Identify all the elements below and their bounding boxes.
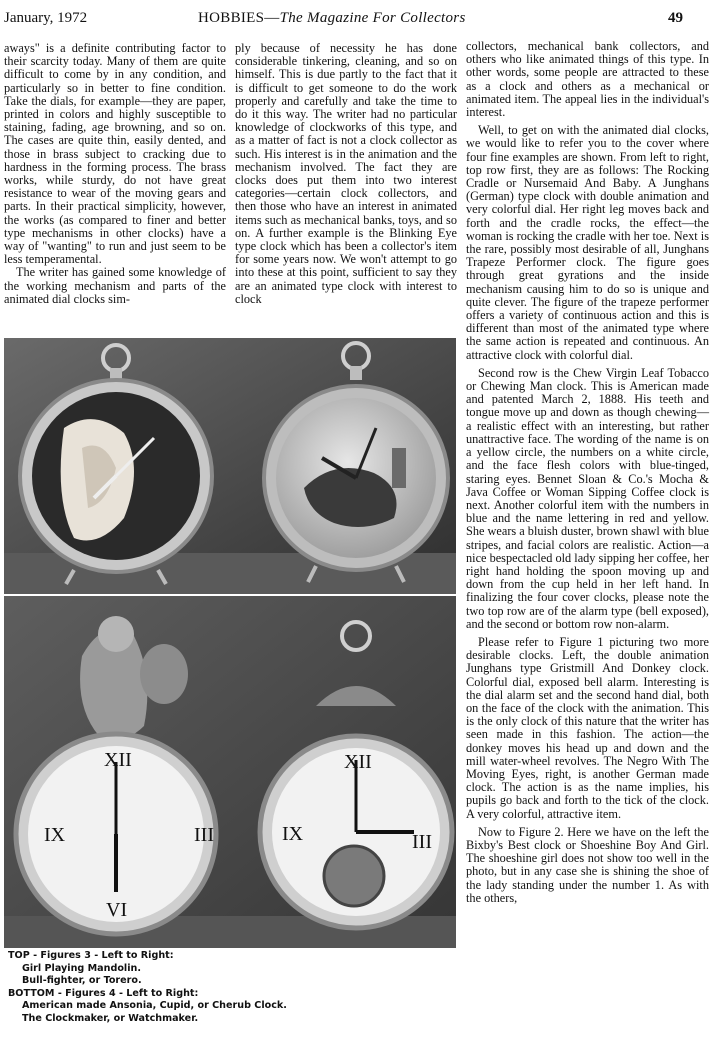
magazine-subtitle: The Magazine For Collectors <box>279 10 466 26</box>
page-header <box>0 8 714 30</box>
svg-text:IX: IX <box>282 823 304 845</box>
paragraph: Well, to get on with the animated dial clocks, we would like to refer you to the cover where four fine examples are shown. From left to right, top row first, they are as follows: The Rocking Cradle or Nursemaid And Baby. A Junghans (German) type clock with double animation and very colorful dial. Her right leg moves back and forth and the cradle rocks, the effect—the woman is rocking the cradle with her toe. Next is the rare, possibly most desirable of all, Junghans Trapeze Performer clock. The figure goes through great gyrations and the inside mechanism causing him to do so is unique and quite clever. The figure of the trapeze performer offers a variety of continuous action and this is different than most of the animated type where the same action is repeated and continuous. An attractive clock with colorful dial. <box>466 123 709 362</box>
caption-top-item: Girl Playing Mandolin. <box>22 962 141 974</box>
svg-text:IX: IX <box>44 824 66 846</box>
figure-caption <box>8 950 458 1026</box>
clock-photo-icon <box>4 596 456 948</box>
issue-date: January, 1972 <box>4 10 88 26</box>
caption-top-item: Bull-fighter, or Torero. <box>22 975 142 987</box>
paragraph: The writer has gained some knowledge of the working mechanism and parts of the animated dial clocks sim- <box>4 265 226 306</box>
svg-text:III: III <box>194 824 214 846</box>
paragraph: aways" is a definite contributing factor to their scarcity today. Many of them are quite difficult to come by in any condition, and particularly so in better to fine condition. Take the dials, for example—they are paper, printed in colors and highly susceptible to staining, fading, age browning, and so on. The cases are quite thin, easily dented, and those in brass subject to cracking due to hardness in the forming process. The brass works, while sturdy, do not have great resistance to wear of the moving gears and parts. In their practical simplicity, however, the works (as compared to finer and better type mechanisms in other clocks) have a way of "wanting" to run and just seem to be less temperamental. <box>4 41 226 267</box>
caption-bottom-heading: BOTTOM - Figures 4 - Left to Right: <box>8 987 199 999</box>
magazine-title <box>198 10 466 27</box>
clock-photo-icon <box>4 338 456 594</box>
paragraph: Second row is the Chew Virgin Leaf Tobacco or Chewing Man clock. This is American made and patented March 2, 1888. His teeth and tongue move up and down as though chewing—a realistic effect with an interesting, but rather unattractive face. The wording of the name is on a yellow circle, the numbers on a white circle, and the face flesh colors with blue-tinged, staring eyes. Bennet Sloan & Co.'s Mocha & Java Coffee or Woman Sipping Coffee clock is next. Another colorful item with the numbers in blue and the name lettering in red and yellow. She wears a bluish duster, brown shawl with blue stripes, and facial colors are realistic. Action—a nice bespectacled old lady sipping her coffee, her right hand holding the spoon moving up and down from the cup held in her left hand. In finalizing the four cover clocks, please note the two top row are of the alarm type (bell exposed), and the second or bottom row non-alarm. <box>466 365 710 631</box>
photo-figure-3 <box>4 338 456 594</box>
caption-bottom-item: The Clockmaker, or Watchmaker. <box>22 1012 199 1024</box>
paragraph: ply because of necessity he has done considerable tinkering, cleaning, and so on himself. This is due partly to the fact that it is difficult to get someone to do the work properly and carefully and take the time to do it this way. The writer had no particular knowledge of clockworks of this type, and as a matter of fact is not a clock collector as such. His interest is in the animation and the mechanism involved. The fact they are clocks does put them into two interest categories—certain clock collectors, and then those who have an interest in animated items such as mechanical banks, toys, and so on. A further example is the Blinking Eye type clock which has been a collector's item for some years now. We won't attempt to go into these at this point, sufficient to say they are an animated type clock with interest to clock <box>235 41 457 306</box>
paragraph: Now to Figure 2. Here we have on the left the Bixby's Best clock or Shoeshine Boy And Girl. The shoeshine girl does not show too well in the photo, but in any case she is shining the shoe of the lady standing under the number 1. As with the others, <box>466 824 709 905</box>
article-column-1 <box>4 42 226 306</box>
svg-text:XII: XII <box>104 749 132 771</box>
article-column-3 <box>466 40 709 910</box>
paragraph: collectors, mechanical bank collectors, and others who like animated things of this type. In other words, some people are attracted to these as a clock and others as a mechanical or animated item. The appeal lies in the individual's interest. <box>466 39 709 120</box>
page-number: 49 <box>668 10 683 26</box>
svg-text:III: III <box>412 831 432 853</box>
caption-bottom-item: American made Ansonia, Cupid, or Cherub Clock. <box>22 1000 287 1012</box>
svg-text:XII: XII <box>344 751 372 773</box>
svg-text:VI: VI <box>106 899 128 921</box>
caption-top-heading: TOP - Figures 3 - Left to Right: <box>8 950 174 961</box>
paragraph: Please refer to Figure 1 picturing two more desirable clocks. Left, the double animation Junghans type Gristmill And Donkey clock. Colorful dial, exposed bell alarm. Interesting is the dial alarm set and the second hand dial, both on the face of the clock with the animation. This is the only clock of this nature that the writer has seen made in this fashion. The action—the donkey moves his head up and down and the mill water-wheel revolves. The Negro With The Moving Eyes, right, is another German made clock. The action is as the name implies, his pupils go back and forth to the tick of the clock. A very colorful, attractive item. <box>466 634 709 821</box>
photo-figure-4 <box>4 596 456 948</box>
article-column-2 <box>235 42 457 306</box>
magazine-name: HOBBIES— <box>198 10 280 26</box>
